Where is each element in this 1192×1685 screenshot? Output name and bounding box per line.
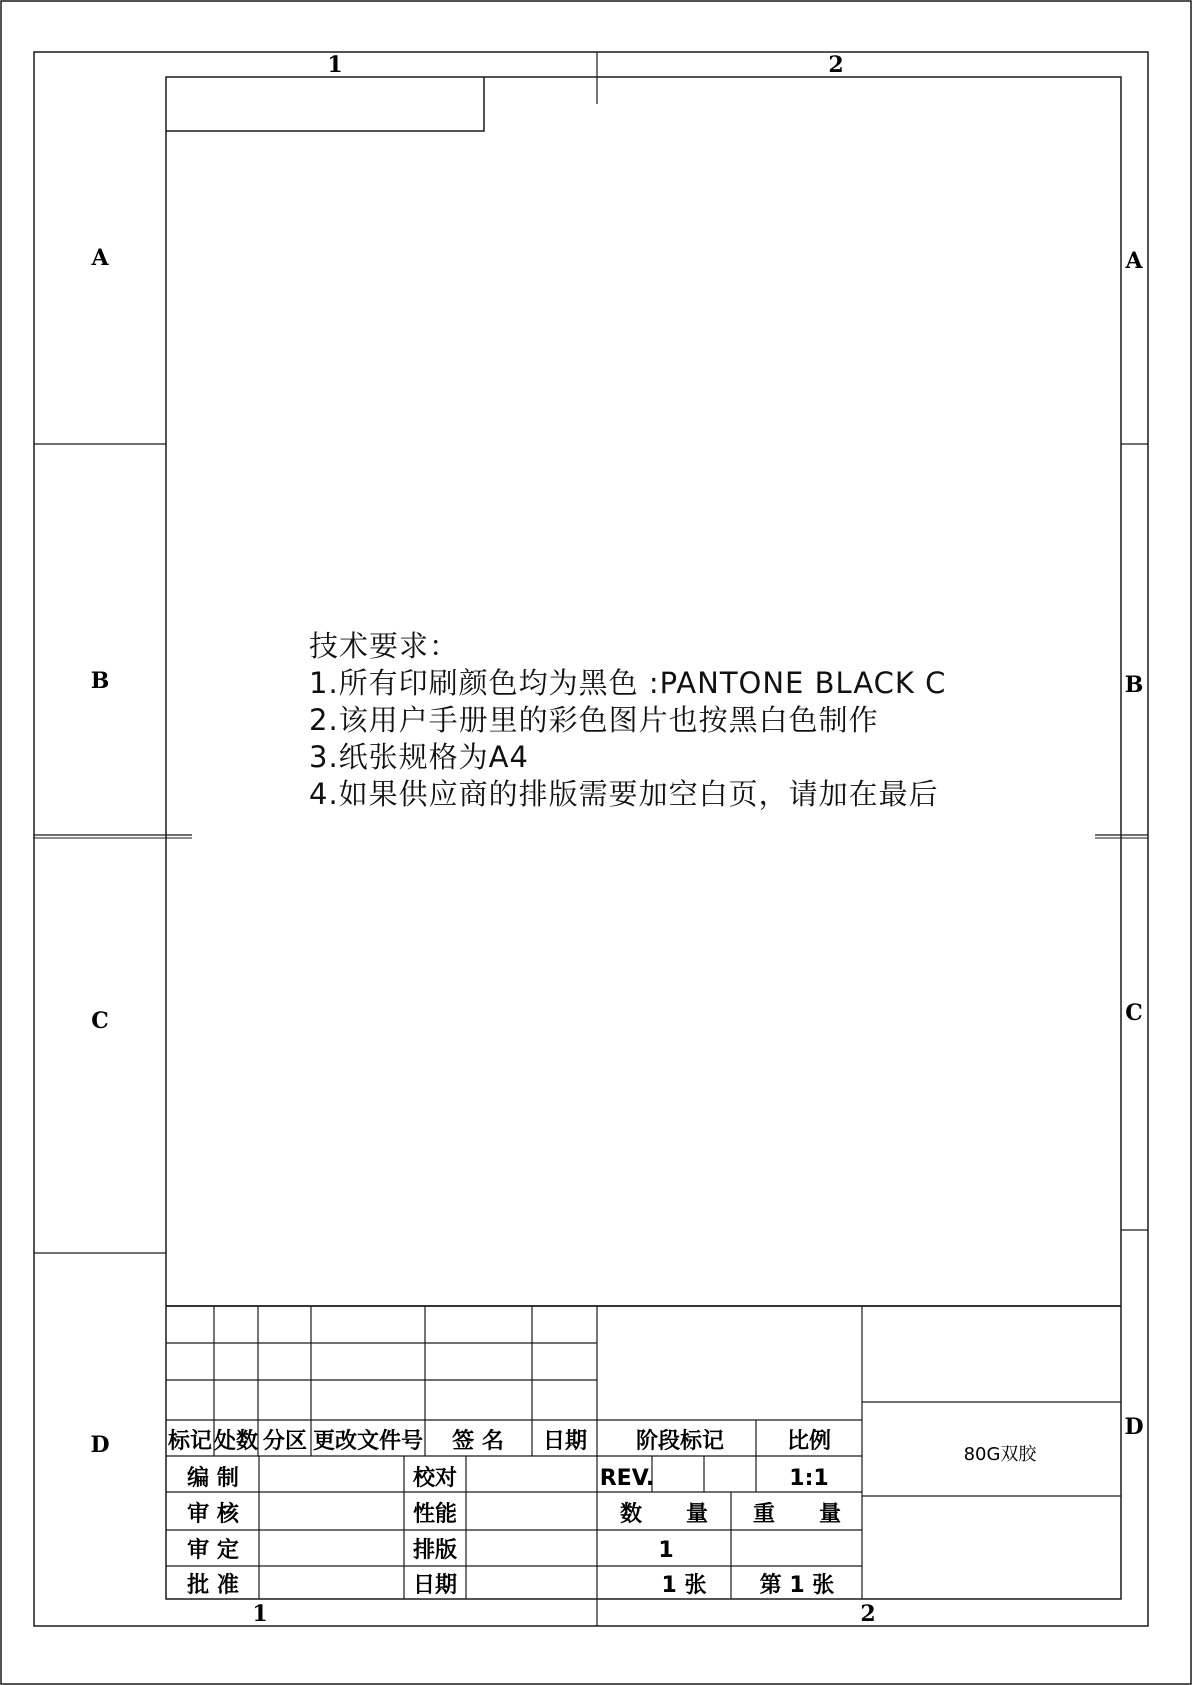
note-item-3: 3.纸张规格为A4	[309, 740, 529, 774]
zone-row-c-right: C	[1125, 1000, 1143, 1026]
zone-row-d-left: D	[90, 1432, 110, 1458]
header-count: 处数	[213, 1429, 259, 1454]
zone-row-c-left: C	[91, 1008, 109, 1034]
zone-col-1-top: 1	[327, 52, 343, 78]
scale-value: 1:1	[789, 1466, 829, 1491]
role-approved-check: 审 定	[187, 1538, 239, 1563]
zone-col-2-bottom: 2	[860, 1601, 876, 1627]
qty-label: 数 量	[619, 1502, 709, 1527]
sheets-total: 1 张	[661, 1573, 707, 1598]
top-left-box	[166, 77, 484, 131]
scale-label: 比例	[786, 1429, 832, 1454]
stage-label: 阶段标记	[635, 1429, 725, 1454]
header-zone: 分区	[262, 1429, 308, 1454]
notes-title: 技术要求：	[309, 629, 460, 663]
outer-frame	[34, 52, 1148, 1626]
header-signature: 签 名	[452, 1429, 504, 1454]
technical-requirements	[309, 628, 946, 813]
role-reviewed: 审 核	[187, 1502, 239, 1527]
role-performance: 性能	[412, 1502, 458, 1527]
role-date: 日期	[412, 1573, 458, 1598]
zone-row-a-left: A	[91, 245, 109, 271]
role-drafted: 编 制	[187, 1466, 239, 1491]
header-mark: 标记	[167, 1429, 213, 1454]
role-layout: 排版	[412, 1538, 458, 1563]
zone-row-a-right: A	[1125, 248, 1143, 274]
note-item-2: 2.该用户手册里的彩色图片也按黑白色制作	[309, 703, 879, 737]
material-value: 80G双胶	[963, 1444, 1037, 1465]
zone-col-1-bottom: 1	[252, 1601, 268, 1627]
zone-row-b-right: B	[1124, 672, 1144, 698]
zone-col-2-top: 2	[828, 52, 844, 78]
weight-label: 重 量	[752, 1502, 842, 1527]
role-checked: 校对	[412, 1466, 458, 1491]
header-change-doc: 更改文件号	[312, 1429, 424, 1454]
header-date: 日期	[542, 1429, 588, 1454]
note-item-4: 4.如果供应商的排版需要加空白页，请加在最后	[309, 777, 939, 811]
role-approved: 批 准	[187, 1573, 239, 1598]
sheet-number: 第 1 张	[759, 1573, 835, 1598]
inner-frame	[166, 77, 1121, 1599]
rev-label: REV.	[599, 1466, 655, 1491]
zone-row-d-right: D	[1124, 1414, 1144, 1440]
note-item-1: 1.所有印刷颜色均为黑色 :PANTONE BLACK C	[309, 666, 947, 700]
zone-row-b-left: B	[90, 668, 110, 694]
qty-value: 1	[658, 1538, 674, 1563]
